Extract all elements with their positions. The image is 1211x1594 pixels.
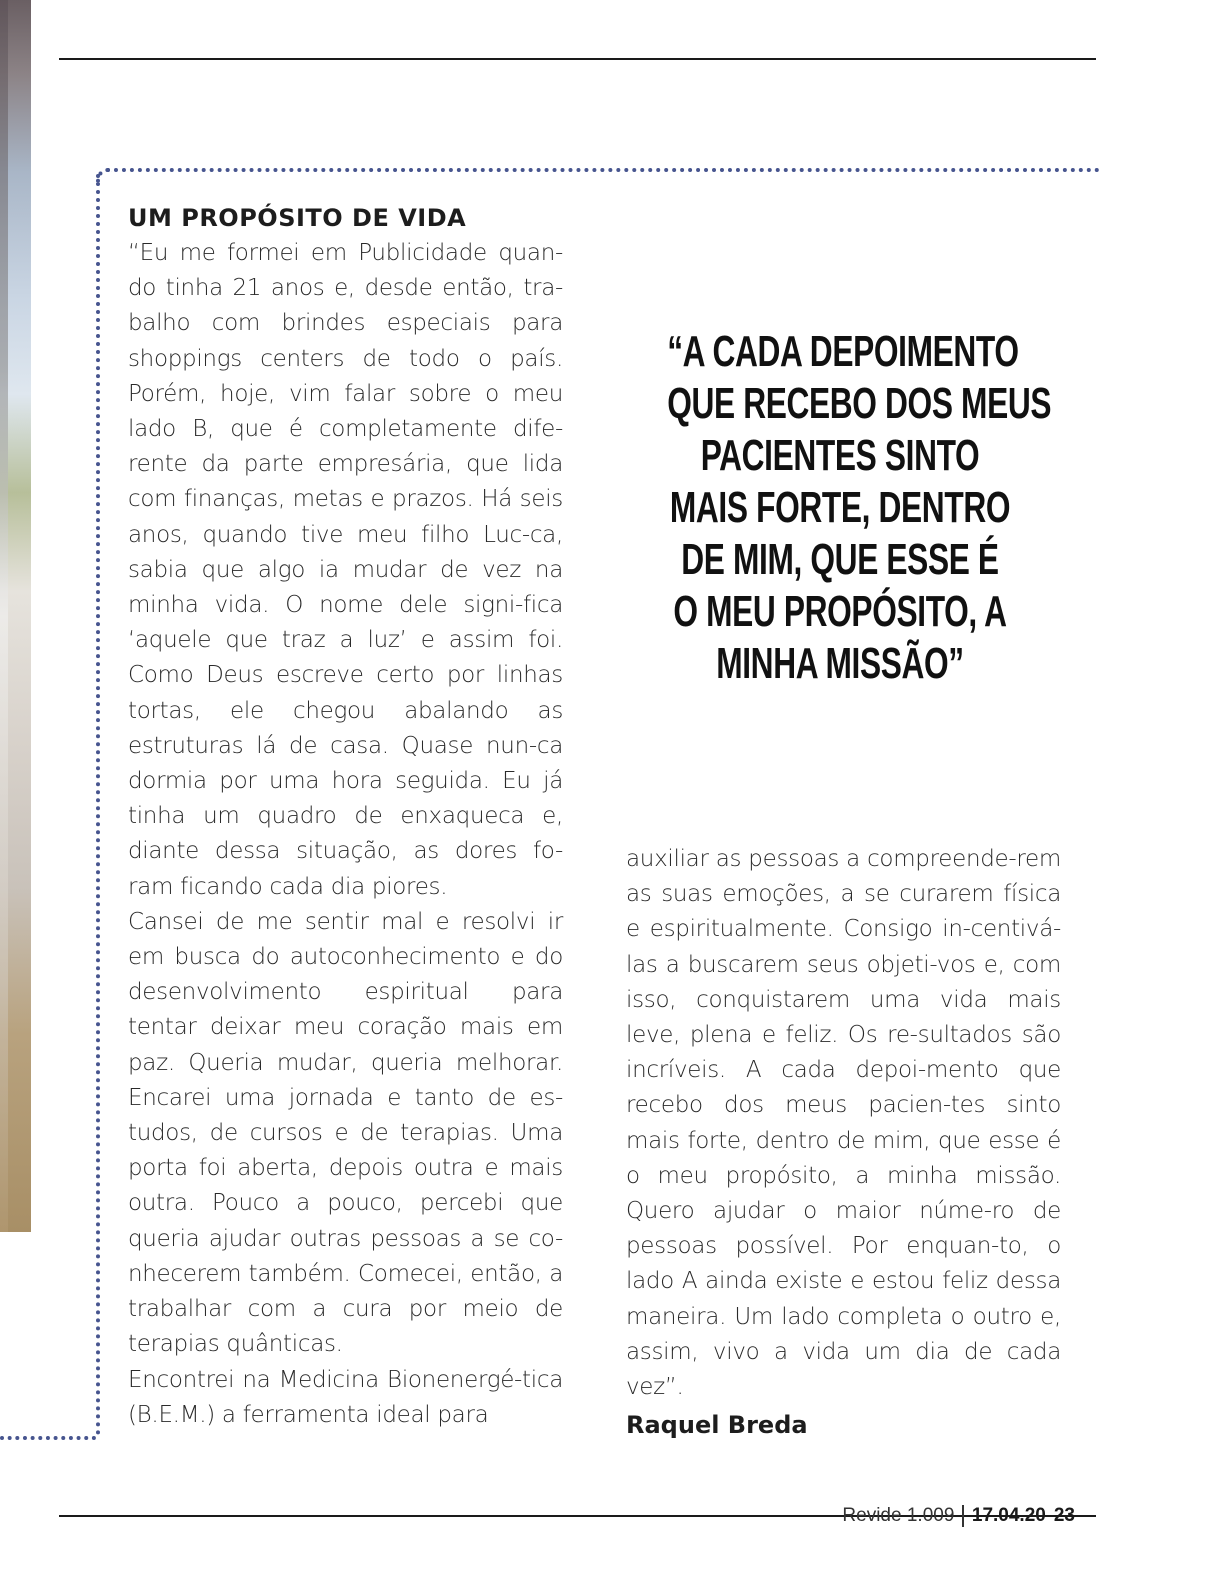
pull-quote-line: O MEU PROPÓSITO, A: [673, 587, 1007, 636]
dotted-frame-top: [106, 168, 1100, 172]
publication-name: Revide 1.009: [842, 1505, 955, 1526]
author-signature: Raquel Breda: [626, 1411, 808, 1440]
issue-date: 17.04.20: [971, 1505, 1046, 1526]
article-paragraph: Encontrei na Medicina Bionenergé-tica (B.E.M.) a ferramenta ideal para: [128, 1366, 563, 1428]
pull-quote-line: PACIENTES SINTO: [700, 431, 980, 480]
pull-quote-line: MAIS FORTE, DENTRO: [669, 483, 1011, 532]
pull-quote-line: MINHA MISSÃO”: [716, 639, 964, 688]
article-paragraph: “Eu me formei em Publicidade quan-do tinha 21 anos e, desde então, tra-balho com brindes especiais para shoppings centers de todo o país. Porém, hoje, vim falar sobre o meu lado B, que é completamente dife-rente da parte empresária, que lida com finanças, metas e prazos. Há seis anos, quando tive meu filho Luc-ca, sabia que algo ia mudar de vez na minha vida. O nome dele signi-fica ‘aquele que traz a luz’ e assim foi. Como Deus escreve certo por linhas tortas, ele chegou abalando as estruturas lá de casa. Quase nun-ca dormia por uma hora seguida. Eu já tinha um quadro de enxaqueca e, diante dessa situação, as dores fo-ram ficando cada dia piores.: [128, 240, 563, 900]
cropped-photo-edge: [0, 0, 31, 1232]
article-paragraph: auxiliar as pessoas a compreende-rem as suas emoções, a se curarem física e espiritualmente. Consigo in-centivá-las a buscarem seus objeti-vos e, com isso, conquistarem uma vida mais leve, plena e feliz. Os re-sultados são incríveis. A cada depoi-mento que recebo dos meus pacien-tes sinto mais forte, dentro de mim, que esse é o meu propósito, a minha missão. Quero ajudar o maior núme-ro de pessoas possível. Por enquan-to, o lado A ainda existe e estou feliz dessa maneira. Um lado completa o outro e, assim, vivo a vida um dia de cada vez”.: [626, 846, 1061, 1401]
footer-separator: [962, 1505, 964, 1527]
pull-quote-line: QUE RECEBO DOS MEUS: [667, 379, 1052, 428]
pull-quote-line: “A CADA DEPOIMENTO: [667, 327, 1019, 376]
pull-quote-container: [600, 326, 1080, 706]
page-footer: [842, 1505, 1075, 1527]
top-rule: [59, 58, 1096, 60]
pull-quote-line: DE MIM, QUE ESSE É: [681, 535, 999, 584]
article-paragraph: Cansei de me sentir mal e resolvi ir em busca do autoconhecimento e do desenvolvimento espiritual para tentar deixar meu coração mais em paz. Queria mudar, queria melhorar. Encarei uma jornada e tanto de es-tudos, de cursos e de terapias. Uma porta foi aberta, depois outra e mais outra. Pouco a pouco, percebi que queria ajudar outras pessoas a se co-nhecerem também. Comecei, então, a trabalhar com a cura por meio de terapias quânticas.: [128, 908, 563, 1358]
page-number: 23: [1053, 1505, 1075, 1526]
dotted-frame-bottom: [0, 1436, 96, 1440]
article-column-right: [626, 842, 1061, 1443]
section-title: UM PROPÓSITO DE VIDA: [128, 204, 467, 232]
pull-quote: [667, 326, 1052, 690]
dotted-frame-left: [96, 174, 100, 1436]
article-column-left: [128, 200, 563, 1433]
